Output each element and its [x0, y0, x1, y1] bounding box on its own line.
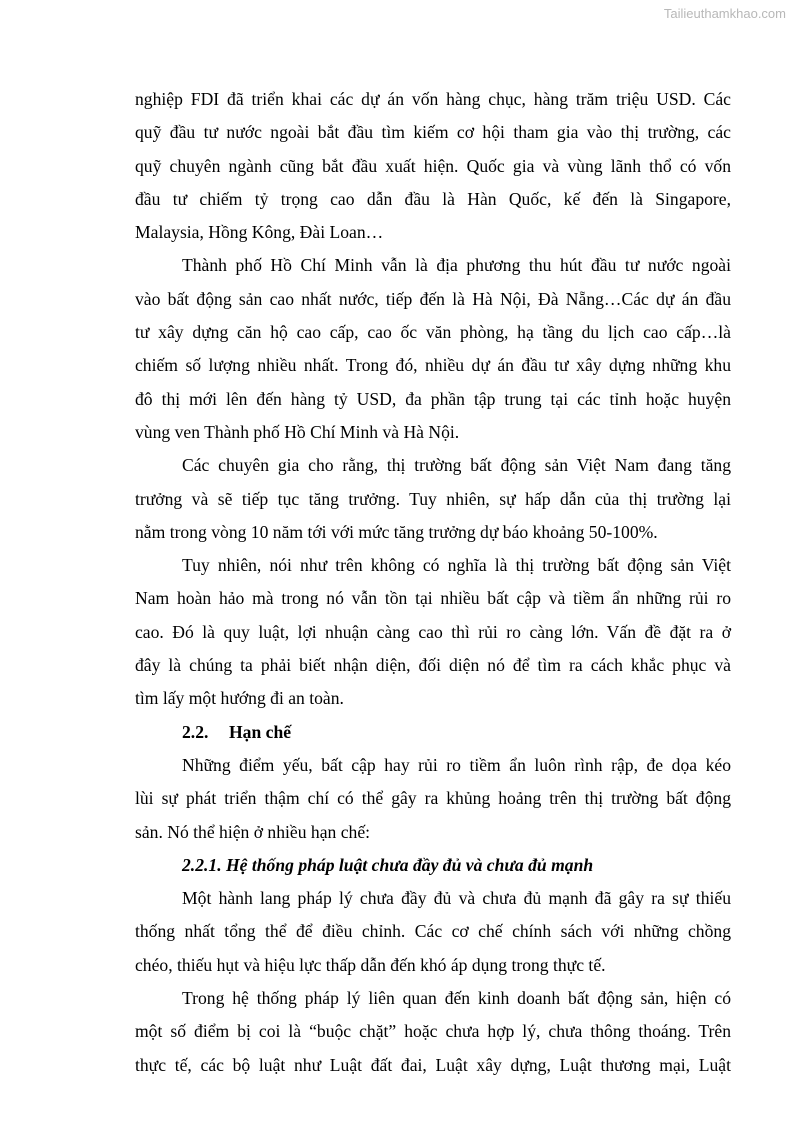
paragraph	[135, 449, 731, 549]
text-line: Nam hoàn hảo mà trong nó vẫn tồn tại nhiều bất cập và tiềm ẩn những rủi ro	[135, 588, 731, 609]
text-line: thực tế, các bộ luật như Luật đất đai, Luật xây dựng, Luật thương mại, Luật	[135, 1054, 731, 1075]
text-line: vào bất động sản cao nhất nước, tiếp đến là Hà Nội, Đà Nẵng…Các dự án đầu	[135, 288, 731, 309]
paragraph	[135, 982, 731, 1082]
text-line: tư xây dựng căn hộ cao cấp, cao ốc văn phòng, hạ tầng du lịch cao cấp…là	[135, 322, 731, 343]
paragraph	[135, 882, 731, 982]
text-line: vùng ven Thành phố Hồ Chí Minh và Hà Nội.	[135, 421, 460, 442]
text-line: Malaysia, Hồng Kông, Đài Loan…	[135, 222, 384, 243]
text-line: Những điểm yếu, bất cập hay rủi ro tiềm ẩn luôn rình rập, đe dọa kéo	[182, 754, 731, 775]
watermark: Tailieuthamkhao.com	[663, 6, 786, 21]
paragraph	[135, 549, 731, 715]
document-body	[135, 83, 731, 1082]
section-number: 2.2.	[182, 721, 209, 742]
paragraph	[135, 249, 731, 449]
paragraph	[135, 749, 731, 849]
paragraph	[135, 83, 731, 249]
text-line: chiếm số lượng nhiều nhất. Trong đó, nhiều dự án đầu tư xây dựng những khu	[135, 355, 731, 376]
text-line: trưởng và sẽ tiếp tục tăng trưởng. Tuy nhiên, sự hấp dẫn của thị trường lại	[135, 488, 731, 509]
text-line: đây là chúng ta phải biết nhận diện, đối diện nó để tìm ra cách khắc phục và	[135, 655, 731, 676]
text-line: tìm lấy một hướng đi an toàn.	[135, 688, 344, 709]
text-line: nghiệp FDI đã triển khai các dự án vốn hàng chục, hàng trăm triệu USD. Các	[135, 89, 731, 109]
text-line: đô thị mới lên đến hàng tỷ USD, đa phần tập trung tại các tỉnh hoặc huyện	[135, 388, 731, 409]
text-line: Các chuyên gia cho rằng, thị trường bất động sản Việt Nam đang tăng	[182, 455, 731, 476]
section-title: Hạn chế	[229, 721, 292, 742]
text-line: đầu tư chiếm tỷ trọng cao dẫn đầu là Hàn Quốc, kế đến là Singapore,	[135, 188, 731, 209]
text-line: chéo, thiếu hụt và hiệu lực thấp dẫn đến khó áp dụng trong thực tế.	[135, 954, 606, 975]
text-line: một số điểm bị coi là “buộc chặt” hoặc chưa hợp lý, chưa thông thoáng. Trên	[135, 1021, 731, 1042]
text-line: thống nhất tổng thể để điều chỉnh. Các cơ chế chính sách với những chồng	[135, 921, 731, 942]
text-line: Một hành lang pháp lý chưa đầy đủ và chưa đủ mạnh đã gây ra sự thiếu	[182, 888, 731, 909]
text-line: lùi sự phát triển thậm chí có thể gây ra khủng hoảng trên thị trường bất động	[135, 788, 731, 809]
text-line: sản. Nó thể hiện ở nhiều hạn chế:	[135, 821, 371, 842]
text-line: cao. Đó là quy luật, lợi nhuận càng cao thì rủi ro càng lớn. Vấn đề đặt ra ở	[135, 621, 731, 642]
subsection-heading: 2.2.1. Hệ thống pháp luật chưa đầy đủ và chưa đủ mạnh	[182, 854, 594, 875]
text-line: Trong hệ thống pháp lý liên quan đến kinh doanh bất động sản, hiện có	[182, 988, 731, 1009]
text-line: Thành phố Hồ Chí Minh vẫn là địa phương thu hút đầu tư nước ngoài	[182, 255, 731, 276]
text-line: quỹ đầu tư nước ngoài bắt đầu tìm kiếm cơ hội tham gia vào thị trường, các	[135, 122, 731, 143]
text-line: nằm trong vòng 10 năm tới với mức tăng trưởng dự báo khoảng 50-100%.	[135, 521, 658, 542]
text-line: quỹ chuyên ngành cũng bắt đầu xuất hiện. Quốc gia và vùng lãnh thổ có vốn	[135, 155, 731, 176]
text-line: Tuy nhiên, nói như trên không có nghĩa là thị trường bất động sản Việt	[182, 555, 731, 576]
section-heading	[135, 716, 731, 749]
